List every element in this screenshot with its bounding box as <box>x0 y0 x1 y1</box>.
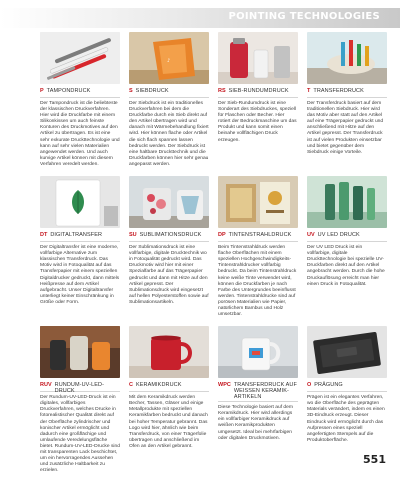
tech-item-transferdruck-keramik <box>218 326 298 474</box>
tech-code: T <box>307 88 311 94</box>
tech-code: WPC <box>218 382 231 389</box>
uv-led-print-photo <box>307 176 387 228</box>
tech-title: SUBLIMATIONSDRUCK <box>139 232 202 239</box>
round-screen-print-photo <box>218 32 298 84</box>
tech-heading <box>129 382 209 392</box>
tech-heading <box>40 232 120 242</box>
tech-code: P <box>40 88 44 94</box>
tech-code: SU <box>129 232 137 239</box>
row-spacer <box>40 168 387 176</box>
sublimation-print-photo <box>129 176 209 228</box>
tech-description: Der Transferdruck basiert auf dem traditionellen Siebdruck. Hier wird das Motiv aber statt auf den Artikel auf eine Trägerpapier gedruckt und anschließend mit Hitze auf den Artikel gepresst. Der Transferdruck ist auf vielen Produkten einsetzbar und bietet gegenüber dem Siebdruck einige Vorteile. <box>307 101 384 155</box>
tech-item-siebdruck <box>129 30 209 168</box>
tech-heading <box>40 88 120 98</box>
transfer-print-photo <box>307 32 387 84</box>
tech-title: TINTENSTRAHLDRUCK <box>228 232 292 239</box>
ceramic-print-photo <box>129 326 209 378</box>
tech-description: Der Tampondruck ist die beliebteste der klassischen Druckverfahren. Hier wird die Druckfarbe mit einem Silikonkissen um auch feinste Konturen des Druckmotives auf den Artikel zu übertragen. Es ist eine sehr exkurate Druckttechnologie und kann auf sehr vielen Materialien angewendet werden. Und auch kurvige Artikel können mit diesem Verfahren veredelt werden. <box>40 101 120 167</box>
tech-description: Der Digitaltransfer ist eine moderne, vollfarbige Alternative zum klassischen Transferdruck. Das Motiv wird in Fotoqualität auf das Transferpapier mit einem speziellen Digitaldrucker gedruckt, dann mittels Heißpresse auf dem Artikel aufgebracht. Unser Digitaltransfer unterliegt keiner Einschränkung in Größe oder Form. <box>40 245 120 305</box>
tech-heading <box>129 232 209 242</box>
tech-title: UV LED DRUCK <box>317 232 360 239</box>
page-title: POINTING TECHNOLOGIES <box>228 11 380 22</box>
tech-description: Prägen ist ein elegantes Verfahren, wo die Oberfläche des geprägten Materials verändert, indem es einen 3D-Eindruck erzeugt. Dieser Eindruck wird ermöglicht durch das Aufpressen eines speziell angefertigten Stempels auf die Produktoberfläche. <box>307 395 385 443</box>
tech-code: S <box>129 88 133 94</box>
row-spacer <box>40 318 387 326</box>
tech-heading <box>218 88 298 98</box>
round-uv-print-photo <box>40 326 120 378</box>
tech-description: Mit dem Keramikdruck werden Becher, Tassen, Gläser und einige Metallprodukte mit speziellen Keramikfarben bedruckt und danach bei hoher Temperatur gebrannt. Das Logo wird hier, ähnlich wie beim Transferdruck, von einer Trägerfolie übertragen und anschließend im Ofen an den Artikel gebrannt. <box>129 395 208 449</box>
tech-heading <box>129 88 209 98</box>
tech-code: UV <box>307 232 315 239</box>
inkjet-print-photo <box>218 176 298 228</box>
tech-title: PRÄGUNG <box>314 382 343 389</box>
tech-description: Diese Technologie basiert auf dem Keramikdruck. Hier wird allerdings ein vollfarbiger Keramikdruck auf weißen Keramikprodukten umgesetzt. Ideal bei mehrfarbigen oder digitalen Druckmotiven. <box>218 405 293 441</box>
tech-code: DP <box>218 232 226 239</box>
technology-grid <box>40 30 386 474</box>
tech-title: SIEBDRUCK <box>135 88 169 94</box>
tech-item-keramikdruck <box>129 326 209 474</box>
tech-description: Der UV LED Druck ist ein vollfarbige, digitale Druckttechnologie bei spezielle UV-Druckfarben direkt auf den Artikel angebracht werden. Durch die hohe Druckauflösung erreicht man hier einen Druck in Fotoqualität. <box>307 245 385 287</box>
screen-print-photo <box>129 32 209 84</box>
tech-item-transferdruck <box>307 30 387 168</box>
tech-heading <box>307 382 387 392</box>
tech-title: TRANSFERDRUCK <box>313 88 364 94</box>
tech-description: Der Rundum-UV-LED-Druck ist ein digitales, vollfarbiges Druckverfahren, welches Drucke in fotorealistischer Qualität direkt auf der Oberfläche zylindrischer und konischer Artikel ermöglicht und dadurch eine großflächige und umlaufende Veredelungsfläche bietet. Rundum-UV-LED-Drucke sind mit transparenten Lack beschichtet, um ein hervorragendes Aussehen und zusätzliche Haltbarkeit zu erzielen. <box>40 395 120 474</box>
tech-heading <box>218 232 298 242</box>
tech-item-rundum-uv-led-druck <box>40 326 120 474</box>
tech-description: Beim Tintenstrahldruck werden flache Oberflächen mit einem speziellen Hochgeschwindigkeits-Tintenstrahldrucker vollfarbig bedruckt. Da beim Tintenstrahldruck keine weiße Tinte verwendet wird, können die Druckfarben je nach Farbe des Untergrundes beeinflusst werden. Tintenstrahldrucke sind auf porösen Materialien wie Papier, natürlichem Bambus und Holz umsetzbar. <box>218 245 297 318</box>
tech-description: Der Sieb-Rundumdruck ist eine Sonderart des Siebdruckes, speziell für Flaschen oder Becher. Hier rotiert der Bedruckmaschine um das Produkt und kann somit einen beinahe vollflächigen Druck erzeugen. <box>218 101 297 143</box>
digital-transfer-photo <box>40 176 120 228</box>
tech-heading <box>218 382 298 402</box>
pad-printing-photo <box>40 32 120 84</box>
tech-code: RS <box>218 88 226 94</box>
tech-item-tintenstrahldruck <box>218 176 298 318</box>
tech-code: RUV <box>40 382 52 389</box>
tech-item-tampondruck <box>40 30 120 168</box>
tech-title: KERAMIKDRUCK <box>135 382 182 389</box>
tech-description: Der Siebdruck ist ein traditionelles Druckverfahren bei dem die Druckfarbe durch ein Sieb direkt auf den Artikel übertragen wird und danach mit Wärmebehandlung fixiert wird. Hier können flache oder Artikel die sich flach spannen lassen bedruckt werden. Der Siebdruck ist eine haltbare Druckttechnik und die Druckfarben können hier sehr genau angepasst werden. <box>129 101 209 167</box>
tech-title: TAMPONDRUCK <box>46 88 91 94</box>
tech-item-digitaltransfer <box>40 176 120 318</box>
svg-text:♪: ♪ <box>167 58 171 64</box>
tech-heading <box>307 88 387 98</box>
tech-code: O <box>307 382 312 389</box>
tech-heading <box>307 232 387 242</box>
tech-title: SIEB-RUNDUMDRUCK <box>228 88 289 94</box>
tech-code: C <box>129 382 133 389</box>
tech-description: Der Sublimationsdruck ist eine vollfarbige, digitale Drucktechnik wo in Fotoqualität gedruckt wird. Das Druckmotiv wird hier mit einer Spezialfarbe auf das Trägerpapier gedruckt und dann mit Hitze auf den Artikel gepresst. Der Sublimationsdruck wird eingesetzt auf hellen Polyesterstoffen sowie auf Sublimationsartikeln. <box>129 245 209 305</box>
tech-title: RUNDUM-UV-LED-DRUCK <box>54 382 104 395</box>
tech-title: TRANSFERDRUCK AUF WEISSEN KERAMIK-ARTIKELN <box>233 382 297 401</box>
ceramic-transfer-photo <box>218 326 298 378</box>
embossing-photo <box>307 326 387 378</box>
tech-code: DT <box>40 232 48 239</box>
page-number: 551 <box>363 453 386 466</box>
tech-heading <box>40 382 120 395</box>
tech-item-uv-led-druck <box>307 176 387 318</box>
tech-item-sublimationsdruck <box>129 176 209 318</box>
tech-title: DIGITALTRANSFER <box>50 232 103 239</box>
tech-item-sieb-rundumdruck <box>218 30 298 168</box>
